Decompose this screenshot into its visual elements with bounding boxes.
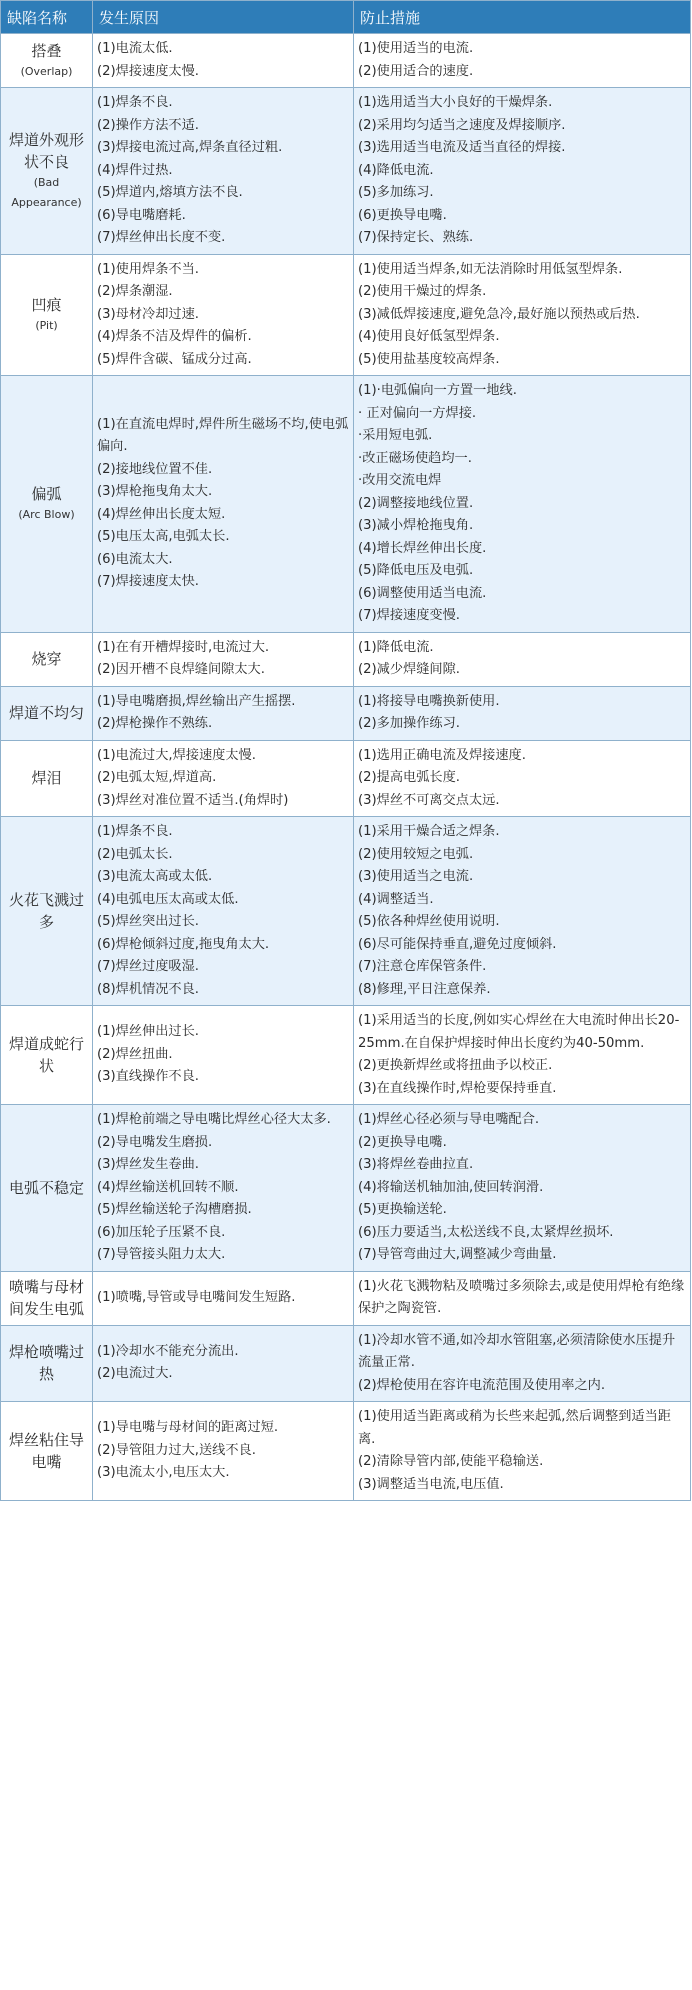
cause-item: (3)焊枪拖曳角太大. [97, 484, 213, 500]
cause-item: (1)喷嘴,导管或导电嘴间发生短路. [97, 1289, 296, 1305]
measure-item: (4)使用良好低氢型焊条. [358, 329, 500, 344]
table-row [1, 817, 691, 1006]
defect-name: 焊道不均匀 [8, 704, 84, 722]
measure-item: (3)将焊丝卷曲拉直. [358, 1157, 474, 1172]
cause-cell [93, 34, 354, 88]
cause-item: (3)焊接电流过高,焊条直径过粗. [97, 140, 283, 155]
measure-item: (2)清除导管内部,使能平稳输送. [358, 1454, 544, 1469]
measure-item: (2)使用适合的速度. [358, 63, 474, 79]
measure-item: (6)压力要适当,太松送线不良,太紧焊丝损坏. [358, 1224, 614, 1240]
measure-cell [354, 254, 691, 376]
cause-item: (6)导电嘴磨耗. [97, 207, 186, 223]
measure-item: (2)更换导电嘴. [358, 1134, 447, 1150]
cause-item: (6)焊枪倾斜过度,拖曳角太大. [97, 936, 270, 952]
measure-item: ·改用交流电焊 [358, 473, 442, 488]
cause-cell [93, 686, 354, 740]
cause-item: (7)导管接头阻力太大. [97, 1247, 226, 1262]
defect-name-english: (Overlap) [20, 64, 73, 78]
cause-item: (5)电压太高,电弧太长. [97, 529, 230, 545]
cause-cell [93, 1271, 354, 1325]
cause-item: (4)电弧电压太高或太低. [97, 891, 239, 907]
cause-cell [93, 1105, 354, 1272]
table-row [1, 1271, 691, 1325]
defect-name-cell [1, 88, 93, 255]
cause-item: (4)焊丝伸出长度太短. [97, 506, 226, 522]
measure-item: (1)焊丝心径必须与导电嘴配合. [358, 1112, 540, 1127]
measure-item: (2)采用均匀适当之速度及焊接顺序. [358, 117, 566, 133]
cause-item: (1)焊条不良. [97, 824, 173, 839]
defect-name-cell [1, 1271, 93, 1325]
cause-cell [93, 817, 354, 1006]
cause-cell [93, 740, 354, 817]
defect-name: 电弧不稳定 [8, 1178, 84, 1197]
measure-item: (7)焊接速度变慢. [358, 608, 460, 623]
table-header [1, 1, 691, 34]
table-row [1, 254, 691, 376]
cause-item: (1)导电嘴与母材间的距离过短. [97, 1420, 279, 1436]
measure-item: (2)减少焊缝间隙. [358, 662, 460, 677]
measure-item: (8)修理,平日注意保养. [358, 981, 491, 997]
defect-name-cell [1, 376, 93, 633]
defect-name-cell [1, 1325, 93, 1402]
measure-item: (1)降低电流. [358, 639, 434, 655]
table-row [1, 1006, 691, 1105]
measure-cell [354, 34, 691, 88]
defect-name-english: (Bad Appearance) [11, 175, 82, 209]
measure-cell [354, 88, 691, 255]
measure-item: (6)尽可能保持垂直,避免过度倾斜. [358, 936, 557, 952]
measure-cell [354, 817, 691, 1006]
cause-item: (2)操作方法不适. [97, 117, 199, 133]
cause-item: (2)焊丝扭曲. [97, 1046, 173, 1062]
measure-item: (2)多加操作练习. [358, 716, 460, 731]
cause-item: (5)焊丝突出过长. [97, 914, 199, 929]
cause-item: (2)导电嘴发生磨损. [97, 1134, 213, 1150]
measure-cell [354, 1271, 691, 1325]
measure-item: ·采用短电弧. [358, 428, 433, 443]
cause-item: (3)焊丝发生卷曲. [97, 1157, 199, 1172]
measure-item: (1)选用正确电流及焊接速度. [358, 747, 526, 763]
cause-item: (4)焊件过热. [97, 162, 173, 178]
defect-name-cell [1, 34, 93, 88]
cause-item: (3)电流太高或太低. [97, 869, 213, 884]
cause-item: (1)在有开槽焊接时,电流过大. [97, 639, 270, 655]
header-measure: 防止措施 [354, 1, 691, 34]
measure-cell [354, 740, 691, 817]
measure-cell [354, 376, 691, 633]
measure-cell [354, 1105, 691, 1272]
measure-item: (1)使用适当距离或稍为长些来起弧,然后调整到适当距离. [358, 1409, 671, 1447]
measure-cell [354, 686, 691, 740]
defect-name-cell [1, 632, 93, 686]
measure-cell [354, 632, 691, 686]
cause-item: (5)焊件含碳、锰成分过高. [97, 351, 252, 367]
defect-name: 焊道成蛇行状 [8, 1035, 84, 1075]
table-body [1, 34, 691, 1501]
cause-item: (6)加压轮子压紧不良. [97, 1224, 226, 1240]
cause-cell [93, 376, 354, 633]
measure-item: · 正对偏向一方焊接. [358, 405, 477, 421]
cause-cell [93, 1402, 354, 1501]
cause-item: (4)焊丝输送机回转不顺. [97, 1179, 239, 1195]
cause-item: (4)焊条不洁及焊件的偏析. [97, 329, 252, 344]
defect-name-cell [1, 817, 93, 1006]
measure-item: (2)使用干燥过的焊条. [358, 284, 487, 299]
cause-item: (1)焊枪前端之导电嘴比焊丝心径大太多. [97, 1112, 331, 1127]
defect-name: 焊丝粘住导电嘴 [8, 1431, 84, 1471]
cause-item: (1)使用焊条不当. [97, 261, 199, 277]
measure-item: (1)采用适当的长度,例如实心焊丝在大电流时伸出长20-25mm.在自保护焊接时伸出长度约为40-50mm. [358, 1013, 680, 1051]
measure-item: (1)冷却水管不通,如冷却水管阻塞,必须清除使水压提升流量正常. [358, 1332, 676, 1370]
measure-item: (3)使用适当之电流. [358, 869, 474, 884]
measure-cell [354, 1325, 691, 1402]
measure-item: (6)调整使用适当电流. [358, 585, 487, 601]
table-row [1, 632, 691, 686]
defect-name: 偏弧 [31, 484, 62, 503]
cause-item: (1)电流太低. [97, 41, 173, 56]
defect-name-cell [1, 1402, 93, 1501]
cause-item: (2)因开槽不良焊缝间隙太大. [97, 662, 265, 677]
measure-item: (2)使用较短之电弧. [358, 846, 474, 862]
defect-name: 烧穿 [31, 650, 62, 668]
cause-item: (6)电流太大. [97, 551, 173, 567]
table-row [1, 1105, 691, 1272]
cause-cell [93, 1006, 354, 1105]
cause-item: (1)电流过大,焊接速度太慢. [97, 747, 256, 763]
measure-item: (7)注意仓库保管条件. [358, 959, 487, 974]
cause-item: (1)焊条不良. [97, 95, 173, 110]
defect-name: 火花飞溅过多 [8, 891, 84, 931]
defect-name-cell [1, 686, 93, 740]
header-row [1, 1, 691, 34]
measure-item: (5)多加练习. [358, 185, 434, 200]
measure-item: (3)焊丝不可离交点太远. [358, 792, 500, 808]
measure-item: (3)调整适当电流,电压值. [358, 1476, 504, 1492]
measure-item: (1)·电弧偏向一方置一地线. [358, 383, 517, 398]
cause-item: (7)焊接速度太快. [97, 574, 199, 590]
cause-item: (1)焊丝伸出过长. [97, 1024, 199, 1040]
measure-item: (4)调整适当. [358, 891, 434, 907]
cause-cell [93, 254, 354, 376]
cause-item: (1)导电嘴磨损,焊丝输出产生摇摆. [97, 693, 296, 709]
cause-item: (3)直线操作不良. [97, 1069, 199, 1085]
cause-item: (3)焊丝对准位置不适当.(角焊时) [97, 792, 289, 808]
defect-name: 凹痕 [31, 295, 62, 314]
table-row [1, 1325, 691, 1402]
measure-item: (1)火花飞溅物粘及喷嘴过多须除去,或是使用焊枪有绝缘保护之陶瓷管. [358, 1278, 685, 1316]
measure-item: (3)减低焊接速度,避免急冷,最好施以预热或后热. [358, 306, 640, 322]
measure-item: (1)使用适当焊条,如无法消除时用低氢型焊条. [358, 261, 623, 277]
measure-item: (1)使用适当的电流. [358, 41, 474, 56]
defect-name-cell [1, 1105, 93, 1272]
measure-item: (3)减小焊枪拖曳角. [358, 518, 474, 533]
cause-item: (2)接地线位置不佳. [97, 461, 213, 477]
measure-item: (5)更换输送轮. [358, 1202, 447, 1217]
measure-item: (5)降低电压及电弧. [358, 563, 474, 578]
measure-item: (2)调整接地线位置. [358, 495, 474, 511]
table-row [1, 686, 691, 740]
header-defect-name: 缺陷名称 [1, 1, 93, 34]
table-row [1, 88, 691, 255]
cause-cell [93, 1325, 354, 1402]
cause-item: (5)焊道内,熔填方法不良. [97, 185, 243, 200]
table-row [1, 740, 691, 817]
measure-item: (1)将接导电嘴换新使用. [358, 693, 500, 709]
cause-item: (2)焊条潮湿. [97, 284, 173, 299]
cause-item: (3)母材冷却过速. [97, 306, 199, 322]
measure-item: (6)更换导电嘴. [358, 207, 447, 223]
measure-item: (1)选用适当大小良好的干燥焊条. [358, 95, 553, 110]
cause-item: (2)导管阻力过大,送线不良. [97, 1442, 256, 1458]
defect-name: 焊道外观形状不良 [8, 130, 84, 171]
cause-item: (2)电流过大. [97, 1366, 173, 1382]
defect-name: 喷嘴与母材间发生电弧 [8, 1278, 84, 1318]
measure-item: (2)更换新焊丝或将扭曲予以校正. [358, 1058, 553, 1073]
table-row [1, 34, 691, 88]
cause-cell [93, 88, 354, 255]
measure-item: (7)导管弯曲过大,调整减少弯曲量. [358, 1247, 557, 1262]
measure-item: (5)依各种焊丝使用说明. [358, 914, 500, 929]
measure-item: (2)提高电弧长度. [358, 770, 460, 785]
defect-name-cell [1, 254, 93, 376]
cause-item: (2)电弧太长. [97, 846, 173, 862]
defect-name-cell [1, 1006, 93, 1105]
cause-cell [93, 632, 354, 686]
cause-item: (2)焊枪操作不熟练. [97, 716, 213, 731]
defect-name: 焊泪 [31, 769, 62, 788]
defect-name-english: (Arc Blow) [18, 507, 75, 521]
defect-name: 焊枪喷嘴过热 [8, 1343, 84, 1384]
measure-item: (4)将输送机轴加油,使回转润滑. [358, 1179, 544, 1195]
measure-item: (3)选用适当电流及适当直径的焊接. [358, 140, 566, 155]
measure-item: (5)使用盐基度较高焊条. [358, 351, 500, 367]
cause-item: (1)冷却水不能充分流出. [97, 1343, 239, 1359]
cause-item: (2)电弧太短,焊道高. [97, 770, 217, 785]
measure-item: (2)焊枪使用在容许电流范围及使用率之内. [358, 1377, 606, 1393]
cause-item: (1)在直流电焊时,焊件所生磁场不均,使电弧偏向. [97, 416, 349, 455]
cause-item: (2)焊接速度太慢. [97, 63, 199, 79]
cause-item: (5)焊丝输送轮子沟槽磨损. [97, 1202, 252, 1217]
cause-item: (7)焊丝过度吸湿. [97, 959, 199, 974]
measure-item: (4)降低电流. [358, 162, 434, 178]
measure-item: (7)保持定长、熟练. [358, 230, 474, 245]
cause-item: (8)焊机情况不良. [97, 981, 199, 997]
header-cause: 发生原因 [93, 1, 354, 34]
defect-name-cell [1, 740, 93, 817]
table-row [1, 1402, 691, 1501]
measure-item: ·改正磁场使趋均一. [358, 450, 472, 466]
cause-item: (7)焊丝伸出长度不变. [97, 230, 226, 245]
measure-item: (4)增长焊丝伸出长度. [358, 540, 487, 556]
measure-cell [354, 1402, 691, 1501]
defect-name: 搭叠 [31, 41, 62, 60]
measure-item: (3)在直线操作时,焊枪要保持垂直. [358, 1080, 557, 1096]
cause-item: (3)电流太小,电压太大. [97, 1465, 230, 1481]
measure-cell [354, 1006, 691, 1105]
defect-name-english: (Pit) [35, 318, 58, 332]
table-row [1, 376, 691, 633]
measure-item: (1)采用干燥合适之焊条. [358, 824, 500, 839]
